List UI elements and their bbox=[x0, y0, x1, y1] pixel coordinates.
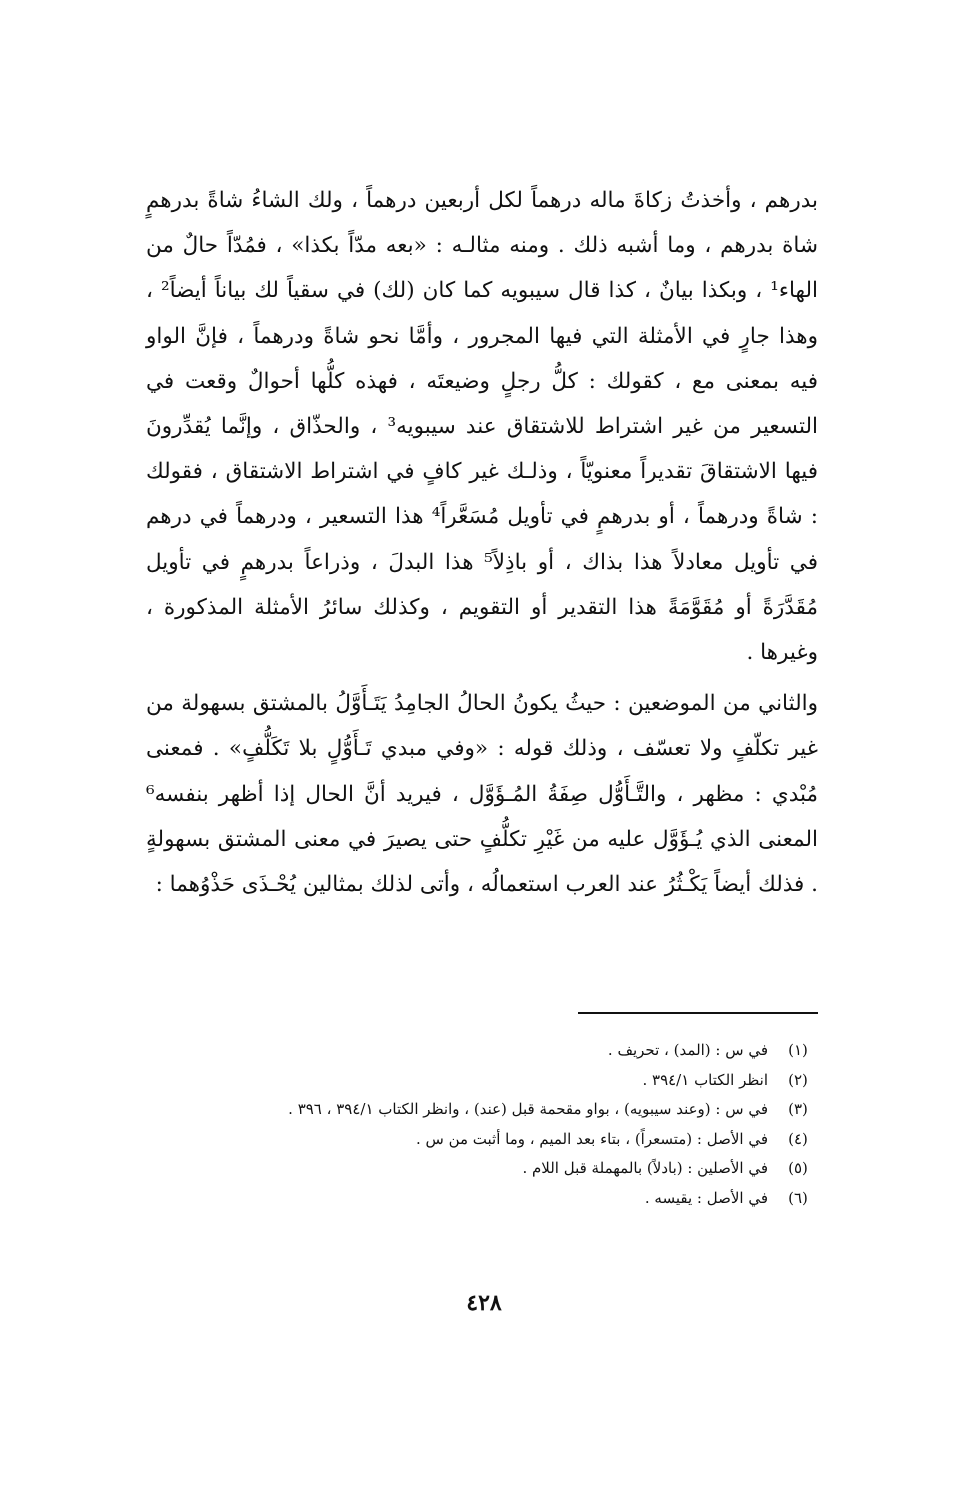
footnote-number: (١) bbox=[788, 1041, 808, 1059]
footnote-text: في س : (المد) ، تحريف . bbox=[607, 1041, 768, 1059]
footnote-2 bbox=[146, 1066, 818, 1096]
footnote-text: في س : (وعند سيبويه) ، بواو مقحمة قبل (عند) ، وانظر الكتاب ٣٩٤/١ ، ٣٩٦ . bbox=[288, 1100, 768, 1118]
footnote-number: (٤) bbox=[788, 1129, 808, 1148]
footnote-4 bbox=[146, 1125, 818, 1155]
footnote-text: في الأصلين : (بادلاً) بالمهملة قبل اللام . bbox=[522, 1159, 768, 1177]
footnote-number: (٣) bbox=[788, 1100, 808, 1118]
footnote-number: (٢) bbox=[788, 1070, 808, 1089]
footnote-number: (٥) bbox=[788, 1159, 808, 1177]
paragraph-2: والثاني من الموضعين : حيثُ يكونُ الحالُ الجامِدُ يَتَـأَوَّلُ بالمشتق بسهولة من غير تكلّفٍ ولا تعسّف ، وذلك قوله : «وفي مبدي تَـأَوُّلٍ بلا تَكَلُّفٍ» . فمعنى مُبْدي : مظهر ، والتَّـأَوُّل صِفَةُ المُـؤَوَّل ، فيريد أنَّ الحال إذا أظهر بنفسه⁶ المعنى الذي يُـؤَوَّل عليه من غَيْرِ تكلُّفٍ حتى يصيرَ في معنى المشتق بسهولةٍ . فذلك أيضاً يَكْـثُرُ عند العرب استعمالُه ، وأتى لذلك بمثالين يُحْـذَى حَذْوُهما : bbox=[146, 691, 818, 898]
main-text-block bbox=[146, 178, 818, 907]
footnotes-list bbox=[146, 1036, 818, 1213]
footnote-5 bbox=[146, 1154, 818, 1184]
footnote-text: في الأصل : يقيسه . bbox=[644, 1188, 768, 1207]
footnote-3 bbox=[146, 1095, 818, 1125]
footnote-number: (٦) bbox=[788, 1188, 808, 1207]
footnote-text: انظر الكتاب ٣٩٤/١ . bbox=[642, 1070, 768, 1089]
footnote-1 bbox=[146, 1036, 818, 1066]
footnote-separator bbox=[578, 1012, 818, 1014]
page-number: ٤٢٨ bbox=[466, 1290, 502, 1316]
footnote-6 bbox=[146, 1184, 818, 1214]
paragraph-1: بدرهم ، وأخذتُ زكاةَ ماله درهماً لكل أربعين درهماً ، ولك الشاءُ شاةً بدرهمٍ شاة بدرهم ، وما أشبه ذلك . ومنه مثالـه : «بعه مدّاً بكذا» ، فمُدّاً حالٌ من الهاء¹ ، وبكذا بيانٌ ، كذا قال سيبويه كما كان (لك) في سقياً لك بياناً أيضاً² ، وهذا جارٍ في الأمثلة التي فيها المجرور ، وأمَّا نحو شاةً ودرهماً ، فإنَّ الواو فيه بمعنى مع ، كقولك : كلُّ رجلٍ وضيعتَه ، فهذه كلُّها أحوالٌ وقعت في التسعير من غير اشتراط للاشتقاق عند سيبويه³ ، والحذّاق ، وإنَّما يُقدِّرونَ فيها الاشتقاقَ تقديراً معنويّاً ، وذلـك غير كافٍ في اشتراط الاشتقاق ، فقولك : شاةً ودرهماً ، أو بدرهمٍ في تأويل مُسَعَّراً⁴ هذا التسعير ، ودرهماً في درهم في تأويل معادلاً هذا بذاك ، أو باذِلاً⁵ هذا البدلَ ، وذراعاً بدرهمٍ في تأويل مُقَدَّرَةً أو مُقَوَّمَةً هذا التقدير أو التقويم ، وكذلك سائرُ الأمثلة المذكورة ، وغيرها . bbox=[146, 188, 818, 666]
footnote-text: في الأصل : (متسعراً) ، بتاء بعد الميم ، وما أثبت من س . bbox=[415, 1129, 768, 1148]
